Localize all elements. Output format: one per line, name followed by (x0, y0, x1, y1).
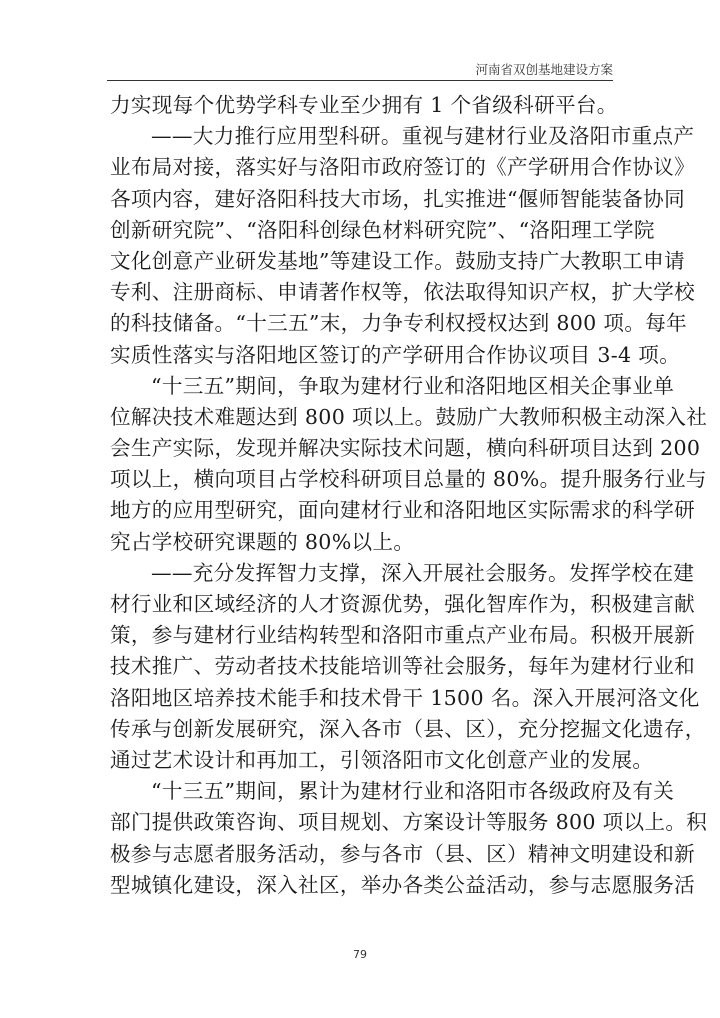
text-line: 技术推广、劳动者技术技能培训等社会服务，每年为建材行业和 (110, 654, 696, 679)
text-line: 业布局对接，落实好与洛阳市政府签订的《产学研用合作协议》 (110, 155, 696, 180)
text-line: 地方的应用型研究，面向建材行业和洛阳地区实际需求的科学研 (110, 498, 696, 523)
text-line: 究占学校研究课题的 80%以上。 (110, 529, 415, 554)
text-line: ——充分发挥智力支撑，深入开展社会服务。发挥学校在建 (151, 560, 695, 585)
text-line: 型城镇化建设，深入社区，举办各类公益活动，参与志愿服务活 (110, 872, 696, 897)
text-line: 极参与志愿者服务活动，参与各市（县、区）精神文明建设和新 (110, 841, 696, 866)
text-line: 洛阳地区培养技术能手和技术骨干 1500 名。深入开展河洛文化 (110, 685, 700, 710)
paragraph (110, 90, 618, 121)
text-line: 通过艺术设计和再加工，引领洛阳市文化创意产业的发展。 (110, 747, 654, 772)
page-number: 79 (353, 948, 367, 961)
text-line: 位解决技术难题达到 800 项以上。鼓励广大教师积极主动深入社 (110, 404, 708, 429)
paragraph (110, 121, 696, 371)
text-line: 专利、注册商标、申请著作权等，依法取得知识产权，扩大学校 (110, 280, 696, 305)
text-line: “十三五”期间，争取为建材行业和洛阳地区相关企事业单 (151, 373, 675, 398)
text-line: 策，参与建材行业结构转型和洛阳市重点产业布局。积极开展新 (110, 623, 696, 648)
text-line: 传承与创新发展研究，深入各市（县、区），充分挖掘文化遗存， (110, 716, 706, 741)
paragraph (110, 558, 706, 776)
paragraph (110, 371, 708, 558)
running-header: 河南省双创基地建设方案 (107, 62, 613, 81)
text-line: 力实现每个优势学科专业至少拥有 1 个省级科研平台。 (110, 93, 618, 117)
text-line: 的科技储备。“十三五”末，力争专利权授权达到 800 项。每年 (110, 311, 688, 336)
text-line: 部门提供政策咨询、项目规划、方案设计等服务 800 项以上。积 (110, 810, 708, 835)
body-text (110, 90, 708, 901)
text-line: 会生产实际，发现并解决实际技术问题，横向科研项目达到 200 (110, 436, 701, 461)
text-line: 各项内容，建好洛阳科技大市场，扎实推进“偃师智能装备协同 (110, 186, 685, 211)
text-line: “十三五”期间，累计为建材行业和洛阳市各级政府及有关 (151, 779, 675, 804)
text-line: 材行业和区域经济的人才资源优势，强化智库作为，积极建言献 (110, 592, 696, 616)
text-line: ——大力推行应用型科研。重视与建材行业及洛阳市重点产 (151, 124, 695, 149)
text-line: 实质性落实与洛阳地区签订的产学研用合作协议项目 3-4 项。 (110, 342, 681, 367)
text-line: 项以上，横向项目占学校科研项目总量的 80%。提升服务行业与 (110, 467, 707, 492)
paragraph (110, 776, 708, 901)
text-line: 创新研究院”、“洛阳科创绿色材料研究院”、“洛阳理工学院 (110, 217, 655, 242)
text-line: 文化创意产业研发基地”等建设工作。鼓励支持广大教职工申请 (110, 248, 685, 273)
